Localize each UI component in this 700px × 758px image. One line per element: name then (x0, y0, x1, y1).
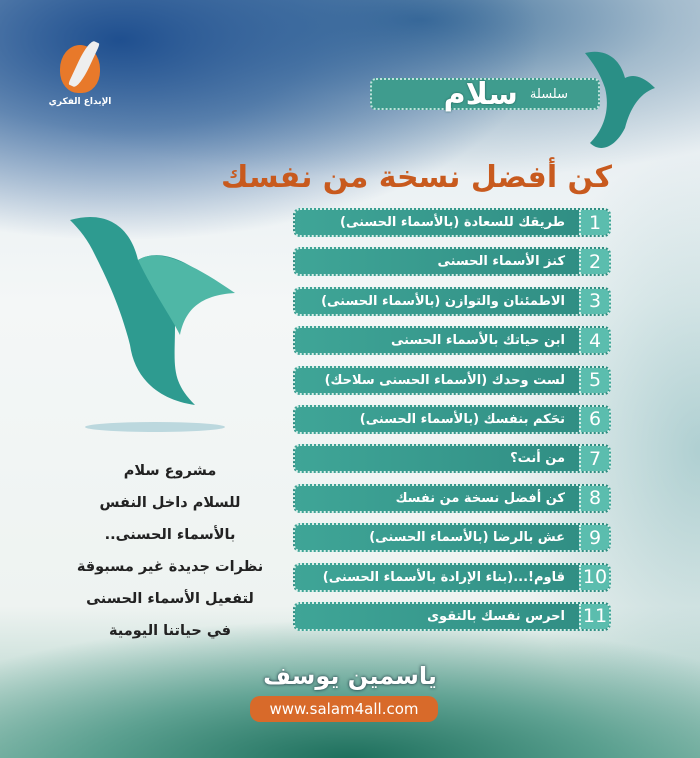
series-prefix: سلسلة (529, 86, 568, 102)
item-number: 5 (579, 368, 609, 393)
bulb-quill-icon (60, 45, 100, 93)
item-number: 2 (579, 249, 609, 274)
item-number: 1 (579, 210, 609, 235)
item-number: 3 (579, 289, 609, 314)
dove-illustration (60, 205, 250, 435)
author-name: ياسمين يوسف (263, 662, 437, 690)
publisher-name: الإبداع الفكري (48, 97, 112, 107)
item-number: 7 (579, 446, 609, 471)
item-number: 10 (579, 565, 609, 590)
description-line: بالأسماء الحسنى.. (104, 527, 236, 543)
item-number: 6 (579, 407, 609, 432)
description (40, 455, 300, 647)
description-line: لتفعيل الأسماء الحسنى (86, 591, 254, 607)
item-number: 11 (579, 604, 609, 629)
description-line: في حياتنا اليومية (109, 623, 231, 639)
item-title: كن أفضل نسخة من نفسك (395, 490, 565, 506)
page-title: كن أفضل نسخة من نفسك (221, 160, 612, 195)
item-number: 4 (579, 328, 609, 353)
list-item (293, 405, 611, 434)
series-name: سلام (443, 76, 518, 112)
description-line: مشروع سلام (123, 463, 217, 479)
list-item (293, 484, 611, 513)
list-item (293, 247, 611, 276)
list-item (293, 208, 611, 237)
item-title: تحَكم بنفسك (بالأسماء الحسنى) (359, 411, 565, 427)
list-item (293, 287, 611, 316)
list-item (293, 602, 611, 631)
list-item (293, 563, 611, 592)
list-item (293, 444, 611, 473)
item-number: 9 (579, 525, 609, 550)
item-title: الاطمئنان والتوازن (بالأسماء الحسنى) (321, 293, 565, 309)
description-line: نظرات جديدة غير مسبوقة (76, 559, 264, 575)
item-title: من أنت؟ (510, 451, 565, 467)
item-title: قاوم!...(بناء الإرادة بالأسماء الحسنى) (322, 569, 565, 585)
description-line: للسلام داخل النفس (99, 495, 241, 511)
item-title: احرس نفسك بالتقوى (427, 608, 565, 624)
series-banner (370, 78, 600, 110)
item-title: طريقك للسعادة (بالأسماء الحسنى) (340, 215, 565, 230)
item-title: لست وحدك (الأسماء الحسنى سلاحك) (324, 372, 565, 388)
book-list (293, 208, 611, 641)
item-title: ابن حياتك بالأسماء الحسنى (390, 333, 565, 349)
list-item (293, 523, 611, 552)
item-title: عش بالرضا (بالأسماء الحسنى) (369, 530, 565, 546)
publisher-logo (40, 45, 120, 107)
list-item (293, 326, 611, 355)
website-link[interactable]: www.salam4all.com (250, 696, 438, 722)
list-item (293, 366, 611, 395)
item-title: كنز الأسماء الحسنى (437, 254, 565, 270)
item-number: 8 (579, 486, 609, 511)
